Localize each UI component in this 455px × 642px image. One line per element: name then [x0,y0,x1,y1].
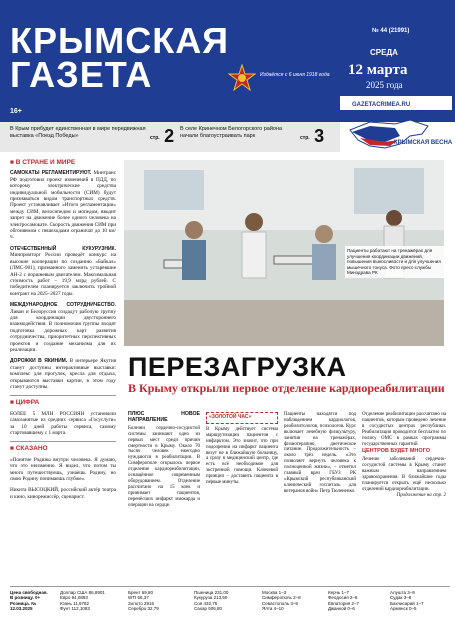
issue-number: № 44 (21991) [372,28,410,34]
ticker-col [328,590,386,612]
newspaper-title [10,20,230,95]
crimea-spring-label: КРЫМСКАЯ ВЕСНА [394,140,453,146]
ticker-row: Золото 2916 [128,600,154,606]
left-column [10,160,116,590]
ticker-row: Юань 11,9782 [60,600,90,606]
divider [10,441,116,442]
article-text: Пациенты находятся под наблюдением кардиологов, реабилитологов, психологов. Курс включает лечебную физкультуру, занятия на тренажёрах, физиотерапию, диетическое питание. Продолжительность – около трёх недель. «Это позволяет вернуть человека к полноценной жизни», – отметил главный врач ГБУЗ РК «Крымский республиканский клинический госпиталь для ветеранов войн» Петр Тюлененко. [284,412,356,494]
news-lead: ОТЕЧЕСТВЕННЫЙ КУКУРУЗНИК. [10,245,116,252]
title-line-2: ГАЗЕТА [10,54,153,95]
order-emblem-icon [228,64,256,92]
ticker-row: Алушта 3–9 [390,590,415,595]
news-text: Ливан и Белоруссия создадут рабочую группу для координации двустороннего взаимодействия. В полномочия группы входят подготовка дорожных карт развития сотрудничества, приоритетных перспективных проектов и создание механизма для их реализации. [10,308,116,353]
quote-author: Никита ВЫСОЦКИЙ, российский актёр театра и кино, кинорежиссёр, сценарист. [10,487,116,500]
article-column-2 [206,412,278,486]
headline: ПЕРЕЗАГРУЗКА [128,352,347,382]
ticker-row: Джанкой 0–6 [328,606,355,612]
news-text: Минпромторг России проведёт конкурс на высокие кооперации по созданию «Байкал» (ЛМС-901), призванного заменить устаревшие АН-2 с поршневым двигателем. Максимальная стоимость работ – 19,9 млрд рублей. С победителем планируется заключить тройной контракт на 2025–2027 годы. [10,252,116,297]
ticker-row: Севастополь 3–9 [262,600,298,606]
ticker-row: Пшеница 231,00 [194,590,229,595]
bottom-ticker [10,586,450,640]
article-column-1 [128,412,200,509]
ticker-row: Евро 94,0893 [60,595,88,601]
ticker-row: Кукуруза 213,50 [194,595,228,601]
quote-text: «Понятие Родины внутри человека. Я думаю, что это неизменно. Я видел, что потом ты много путешествуешь, узнаёшь Родину, но свою Родину понимаешь глубже». [10,456,116,483]
news-item [10,246,116,297]
continued-link[interactable]: Продолжение на стр. 2 [396,492,446,498]
ticker-row: Бахчисарай 1–7 [390,600,424,606]
ticker-row: Армянск 0–5 [390,606,417,612]
imprint: Цена свободная. В розницу. 0+ Розница. № 12.03.2025 [10,590,48,612]
article-text: В Крыму действует система маршрутизации пациентов с инфарктом. Это значит, что при подозрении на инфаркт пациента везут не в ближайшую больницу, а сразу в медицинский центр, где есть всё необходимое для экстренной помощи. Ключевой принцип – доставить пациента в первые минуты. [206,426,278,486]
article-column-3 [284,412,356,495]
ticker-row: Феодосия 2–8 [328,595,358,601]
teaser-page-2[interactable] [300,126,324,147]
ticker-row: Сахар 506,80 [194,606,223,612]
ticker-row: Судак 3–8 [390,595,412,601]
page-number: 3 [314,126,325,146]
page-prefix: стр. [150,134,160,141]
weekday: СРЕДА [370,48,398,57]
page-prefix: стр. [300,134,310,141]
divider [10,395,116,396]
quote-box [206,412,278,424]
teaser-bar [0,122,340,152]
news-text: Минтранс РФ подготовил проект изменений в ПДД, по которому электрические средства индивидуальной мобильности (СИМ) будут признаваться видом транспортных средств. Проект устанавливает «Итоги регламентации» между СИМ, велосипедом и мопедом, вводит запрет на движение более одного человека на электросамокате. Скорость движения СИМ при обгоняемом с пешеходами ограничат до 10 км/ч. [10,170,117,241]
teaser-text-1[interactable]: В Крым прибудет единственная в мире передвижная выставка «Поезд Победы» [10,126,146,139]
article-text: Болезни сердечно-сосудистой системы занимают одно из первых мест среди причин смертности в Крыму. Около 70 тысяч человек ежегодно нуждаются в реабилитации. В Симферополе открылось первое отделение кардиореабилитации, оснащённое современным оборудованием. Отделение рассчитано на 15 коек и принимает пациентов, перенёсших инфаркт миокарда и операции на сердце. [128,425,200,508]
ticker-col [60,590,120,612]
news-item [10,170,116,240]
ticker-row: Доллар США 86,8901 [60,590,105,595]
section-heading: ПЛЮС НОВОЕ НАПРАВЛЕНИЕ [128,411,200,423]
ticker-row: Фунт 112,1083 [60,606,90,612]
news-lead: МЕЖДУНАРОДНОЕ СОТРУДНИЧЕСТВО. [10,302,116,309]
ticker-row: Ялта 4–10 [262,606,284,612]
ticker-row: Соя 432,75 [194,600,218,606]
ticker-row: Евпатория 2–7 [328,600,359,606]
photo-caption: Пациенты работают на тренажёрах для улучшения координации движений, повышения выносливости и для улучшения мышечного тонуса. Фото пресс-службы Минздрава РК [345,246,445,278]
figure-text: БОЛЕЕ 5 МЛН РОССИЯН установили самозанятые из средних сервиса «Госуслуги» за 10 дней работы сервиса, самому стартовавшему с 1 марта. [10,410,116,437]
crimea-map-icon [340,110,440,160]
quote-box-title: «ЗОЛОТОЙ ЧАС» [209,414,252,420]
article-text: Лечение заболеваний сердечно-сосудистой системы в Крыму станет важным направлением здравоохранения. В ближайшие годы планируется открыть ещё несколько отделений кардиореабилитации. [362,457,446,492]
ticker-col [262,590,324,612]
ticker-row: Керчь 1–7 [328,590,349,595]
page-number: 2 [164,126,175,146]
teaser-text-2[interactable]: В селе Кринечном Белогорского района начали благоустраивать парк [180,126,283,139]
news-text: В интерьере Якутия станут доступны интерактивные выставки: комплекс для прогулок, кресла для отдыха, открываются выставки картин, в этом году станут доступны. [10,358,117,390]
teaser-page-1[interactable] [150,126,174,147]
ticker-col [194,590,256,612]
ticker-row: Симферополь 2–8 [262,595,301,601]
ticker-col [128,590,188,612]
rubric-said: ■ СКАЗАНО [10,446,116,452]
since-label: Издаётся с 6 июня 1918 года [260,72,330,78]
news-lead: ДОРОЖКИ В ЯКИНИМ. [10,358,68,365]
ticker-row: Москва 1–3 [262,590,287,595]
ticker-row: Брент 69,80 [128,590,154,595]
age-rating-badge: 16+ [10,108,22,115]
rubric-figure: ■ ЦИФРА [10,400,116,406]
article-text: Отделение реабилитации рассчитано на пациентов, которым проведено лечение в сосудистых центрах республики. Реабилитация проводится бесплатно по полису ОМС в рамках программы государственных гарантий. [362,412,446,447]
title-line-1: КРЫМСКАЯ [10,20,230,61]
ticker-row: Серебро 32,79 [128,606,159,612]
ticker-col [390,590,448,612]
issue-year: 2025 года [366,80,403,90]
rubric-world: ■ В СТРАНЕ И МИРЕ [10,160,116,166]
ticker-row: WTI 66,37 [128,595,149,601]
subheadline: В Крыму открыли первое отделение кардиореабилитации [128,381,445,395]
issue-date: 12 марта [348,62,408,78]
section-heading: ЦЕНТРОВ БУДЕТ МНОГО [362,448,430,455]
news-lead: САМОКАТЫ РЕГЛАМЕНТИРУЮТ. [10,170,92,177]
news-item [10,358,116,390]
article-column-4 [362,412,446,499]
news-item [10,302,116,353]
site-link[interactable]: GAZETACRIMEA.RU [352,102,411,108]
